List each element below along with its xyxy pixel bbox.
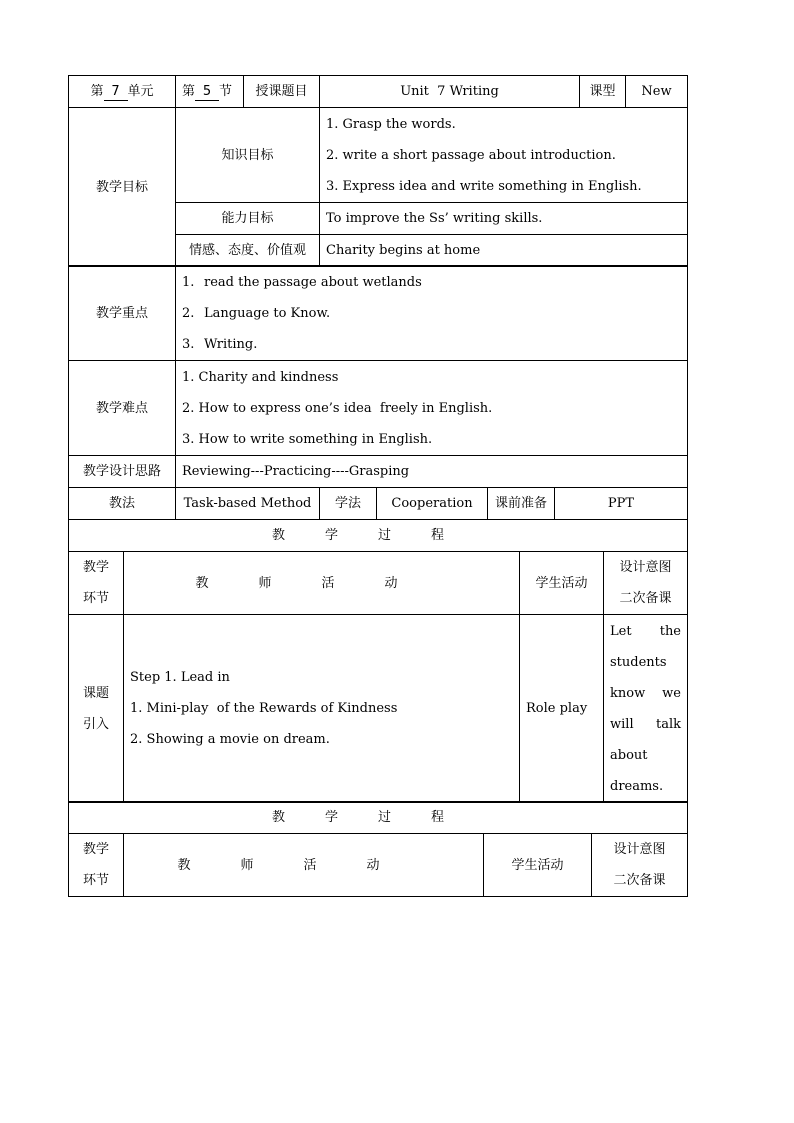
teacher-item: 1. Mini-play of the Rewards of Kindness: [130, 701, 398, 716]
prep-value: PPT: [555, 488, 688, 520]
learning-method-label: 学法: [320, 488, 377, 520]
unit-cell: [69, 76, 176, 108]
process-table-2: [68, 801, 688, 897]
teaching-method-label: 教法: [69, 488, 176, 520]
process-title: 教学过程: [69, 520, 688, 552]
unit-prefix: 第: [90, 84, 104, 99]
design-label: 教学设计思路: [69, 456, 176, 488]
section-number: 5: [195, 83, 219, 101]
knowledge-item: 2. write a short passage about introduction.: [326, 147, 616, 163]
type-label: 课型: [580, 76, 626, 108]
process-table-1: [68, 519, 688, 803]
keypoints-table: [68, 265, 688, 488]
intent-header: 设计意图 二次备课: [604, 552, 688, 615]
unit-suffix: 单元: [127, 84, 154, 99]
difficulty-item: 2. How to express one’s idea freely in English.: [182, 400, 493, 416]
student-activity-cell: Role play: [520, 615, 604, 803]
teacher-activity-cell: [124, 615, 520, 803]
teacher-item: Step 1. Lead in: [130, 670, 230, 685]
difficulty-item: 3. How to write something in English.: [182, 431, 433, 447]
topic-value: Unit 7 Writing: [320, 76, 580, 108]
teacher-item: 2. Showing a movie on dream.: [130, 732, 330, 747]
section-suffix: 节: [219, 84, 233, 99]
keypoint-item: 1. read the passage about wetlands: [182, 274, 422, 290]
learning-method-value: Cooperation: [377, 488, 488, 520]
difficulties-label: 教学难点: [69, 361, 176, 456]
prep-label: 课前准备: [488, 488, 555, 520]
emotion-value: Charity begins at home: [320, 235, 688, 267]
intent-header: 设计意图 二次备课: [592, 834, 688, 897]
keypoints-label: 教学重点: [69, 266, 176, 361]
emotion-label: 情感、态度、价值观: [176, 235, 320, 267]
keypoint-item: 3. Writing.: [182, 336, 258, 352]
lesson-plan-table: [68, 75, 688, 108]
stage-header: 教学 环节: [69, 552, 124, 615]
topic-label: 授课题目: [244, 76, 320, 108]
intent-cell: Let the students know we will talk about dreams.: [604, 615, 688, 803]
process-title: 教学过程: [69, 802, 688, 834]
unit-number: 7: [104, 83, 128, 101]
difficulties-items: [176, 361, 688, 456]
section-cell: [176, 76, 244, 108]
methods-table: [68, 487, 688, 520]
knowledge-items: [320, 108, 688, 203]
design-value: Reviewing---Practicing----Grasping: [176, 456, 688, 488]
objectives-table: [68, 107, 688, 267]
student-activity-header: 学生活动: [484, 834, 592, 897]
section-prefix: 第: [182, 84, 196, 99]
keypoints-items: [176, 266, 688, 361]
student-activity-header: 学生活动: [520, 552, 604, 615]
teacher-activity-header: 教师活动: [124, 552, 520, 615]
type-value: New: [626, 76, 688, 108]
difficulty-item: 1. Charity and kindness: [182, 369, 339, 385]
ability-value: To improve the Ss’ writing skills.: [320, 203, 688, 235]
objectives-label: 教学目标: [69, 108, 176, 267]
knowledge-item: 1. Grasp the words.: [326, 116, 456, 132]
teaching-method-value: Task-based Method: [176, 488, 320, 520]
knowledge-label: 知识目标: [176, 108, 320, 203]
ability-label: 能力目标: [176, 203, 320, 235]
stage-header: 教学 环节: [69, 834, 124, 897]
knowledge-item: 3. Express idea and write something in English.: [326, 178, 642, 194]
keypoint-item: 2. Language to Know.: [182, 305, 331, 321]
teacher-activity-header: 教师活动: [124, 834, 484, 897]
stage-cell: 课题 引入: [69, 615, 124, 803]
